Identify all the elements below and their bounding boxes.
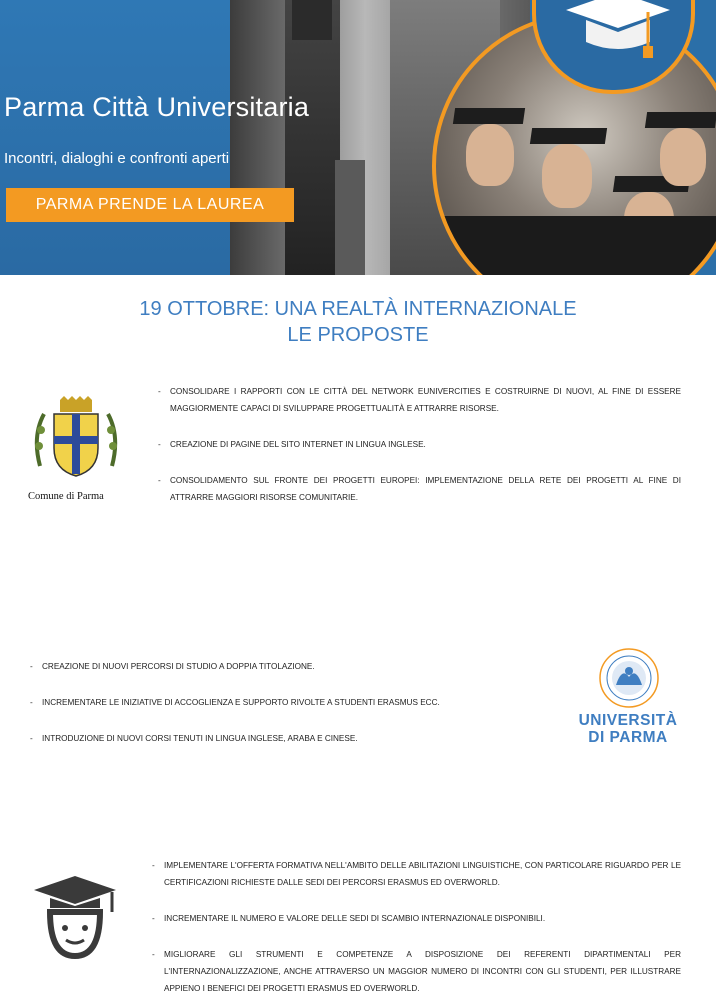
banner-subtitle: Incontri, dialoghi e confronti aperti bbox=[4, 150, 230, 167]
list-item: - CREAZIONE DI NUOVI PERCORSI DI STUDIO A DOPPIA TITOLAZIONE. bbox=[30, 658, 480, 675]
page-heading bbox=[0, 296, 716, 348]
list-item: - INCREMENTARE IL NUMERO E VALORE DELLE SEDI DI SCAMBIO INTERNAZIONALE DISPONIBILI. bbox=[152, 910, 681, 927]
list-item: - CONSOLIDAMENTO SUL FRONTE DEI PROGETTI EUROPEI: IMPLEMENTAZIONE DELLA RETE DEI PROGETTI AL FINE DI ATTRARRE MAGGIORI RISORSE COMUNITARIE. bbox=[158, 472, 681, 506]
graduation-cap-badge bbox=[532, 0, 695, 94]
banner-title: Parma Città Universitaria bbox=[4, 92, 310, 122]
universita-name-line-2: DI PARMA bbox=[588, 729, 668, 746]
list-item: - INTRODUZIONE DI NUOVI CORSI TENUTI IN LINGUA INGLESE, ARABA E CINESE. bbox=[30, 730, 480, 747]
comune-di-parma-caption: Comune di Parma bbox=[28, 491, 104, 502]
universita-name-line-1: UNIVERSITÀ bbox=[578, 712, 678, 729]
list-item: - CREAZIONE DI PAGINE DEL SITO INTERNET IN LINGUA INGLESE. bbox=[158, 436, 681, 453]
list-item: - CONSOLIDARE I RAPPORTI CON LE CITTÀ DEL NETWORK EUNIVERCITIES E COSTRUIRNE DI NUOVI, AL FINE DI ESSERE MAGGIORMENTE CAPACI DI SVILUPPARE PROGETTUALITÀ E ATTRARRE RISORSE. bbox=[158, 383, 681, 417]
graduation-cap-icon bbox=[536, 0, 691, 80]
student-icon bbox=[28, 872, 122, 960]
list-item: - INCREMENTARE LE INIZIATIVE DI ACCOGLIENZA E SUPPORTO RIVOLTE A STUDENTI ERASMUS ECC. bbox=[30, 694, 480, 711]
comune-proposals-list bbox=[158, 383, 681, 506]
heading-line-2: LE PROPOSTE bbox=[287, 324, 429, 346]
parma-prende-la-laurea-button[interactable]: PARMA PRENDE LA LAUREA bbox=[6, 188, 294, 222]
universita-proposals-list bbox=[30, 658, 480, 747]
heading-line-1: 19 OTTOBRE: UNA REALTÀ INTERNAZIONALE bbox=[139, 298, 577, 320]
header-banner bbox=[0, 0, 716, 275]
list-item: - IMPLEMENTARE L'OFFERTA FORMATIVA NELL'AMBITO DELLE ABILITAZIONI LINGUISTICHE, CON PARTICOLARE RIGUARDO PER LE CERTIFICAZIONI RICHIESTE DALLE SEDI DEI PERCORSI ERASMUS ED OVERWORLD. bbox=[152, 857, 681, 891]
studenti-proposals-list bbox=[152, 857, 681, 997]
comune-di-parma-crest-icon bbox=[30, 396, 122, 482]
universita-seal-icon bbox=[598, 647, 660, 709]
universita-di-parma-logo-text bbox=[566, 712, 690, 746]
list-item: - MIGLIORARE GLI STRUMENTI E COMPETENZE A DISPOSIZIONE DEI REFERENTI DIPARTIMENTALI PER L'INTERNAZIONALIZZAZIONE, ANCHE ATTRAVERSO UN MAGGIOR NUMERO DI INCONTRI CON GLI STUDENTI, PER ILLUSTRARE APPIENO I BENEFICI DEI PROGETTI ERASMUS ED OVERWORLD. bbox=[152, 946, 681, 997]
